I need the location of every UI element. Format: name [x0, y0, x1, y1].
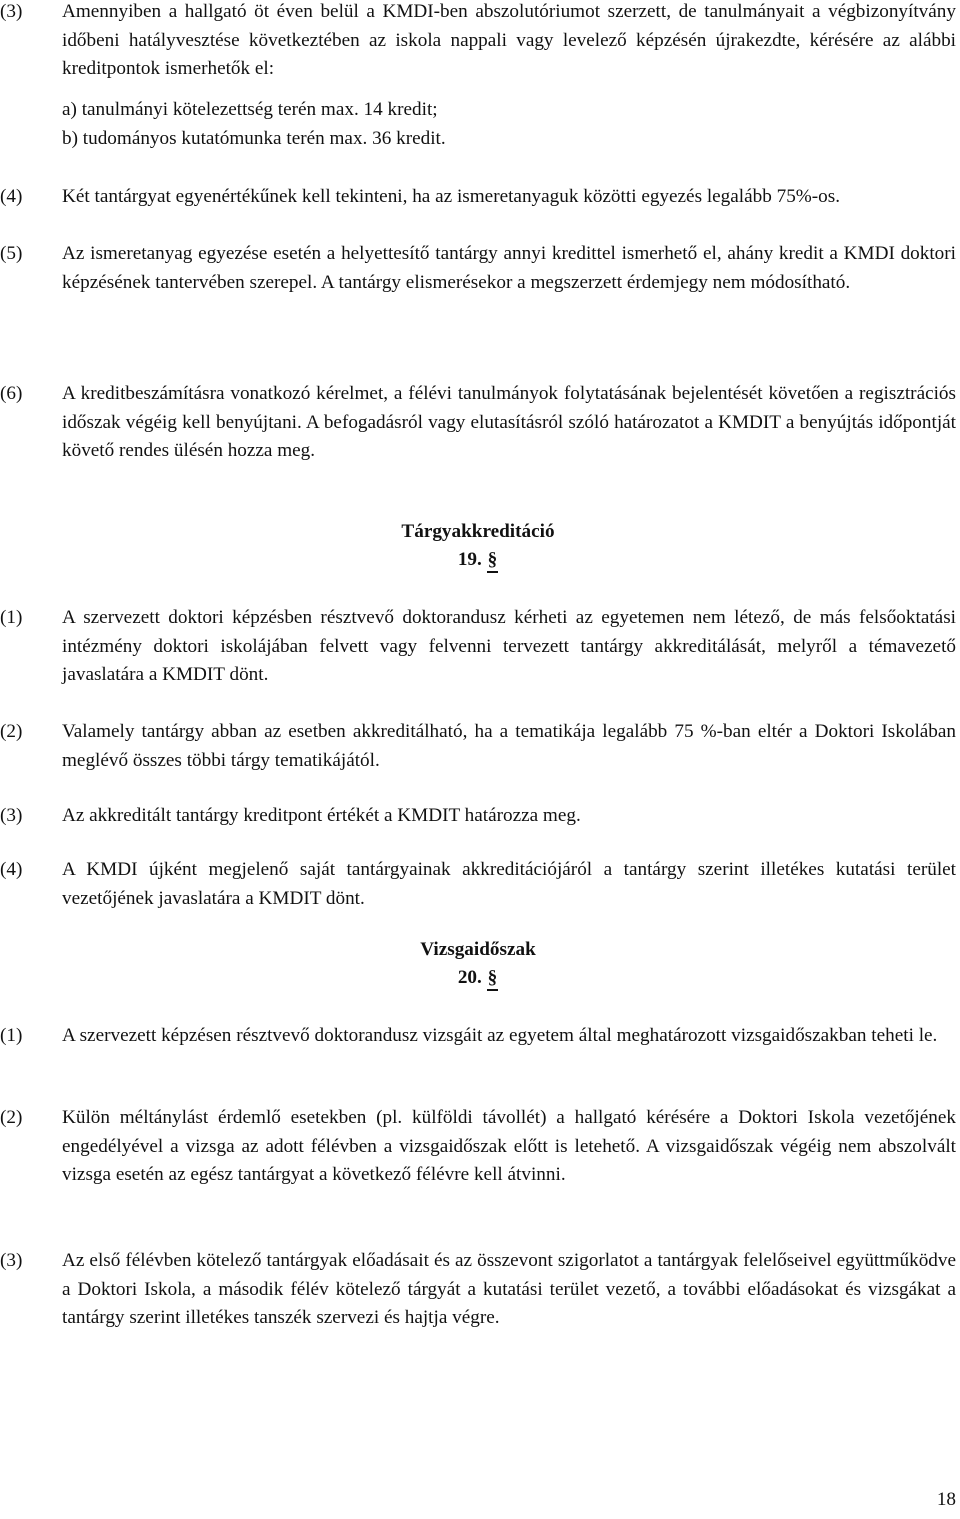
- section-number: 19. §: [0, 546, 956, 575]
- paragraph-number: (3): [0, 1250, 23, 1271]
- page-number: 18: [936, 1489, 956, 1510]
- paragraph-1-accreditation-request: [0, 604, 956, 690]
- paragraph-text: A kreditbeszámításra vonatkozó kérelmet, a félévi tanulmányok folytatásának bejelentését követően a regisztrációs időszak végéig kell benyújtani. A befogadásról vagy elutasításról szóló határozatot a KMDIT a benyújtás időpontját követő rendes ülésén hozza meg.: [62, 383, 956, 462]
- section-number: 20. §: [0, 964, 956, 993]
- paragraph-number: (2): [0, 1107, 23, 1128]
- paragraph-3-credit-value: [0, 802, 956, 831]
- paragraph-number: (5): [0, 243, 23, 264]
- paragraph-text: Valamely tantárgy abban az esetben akkreditálható, ha a tematikája legalább 75 %-ban eltér a Doktori Iskolában meglévő összes többi tárgy tematikájától.: [62, 721, 956, 771]
- paragraph-3-first-semester: [0, 1247, 956, 1333]
- paragraph-2-accreditation-condition: [0, 718, 956, 775]
- paragraph-number: (4): [0, 186, 23, 207]
- paragraph-2-early-exam: [0, 1104, 956, 1190]
- paragraph-text: A KMDI újként megjelenő saját tantárgyainak akkreditációjáról a tantárgy szerint illetékes kutatási terület vezetőjének javaslatára a KMDIT dönt.: [62, 859, 956, 909]
- section-sign: §: [487, 967, 499, 991]
- paragraph-text: Külön méltánylást érdemlő esetekben (pl. külföldi távollét) a hallgató kérésére a Doktori Iskola vezetőjének engedélyével a vizsga az adott félévben a vizsgaidőszak előtt is letehető. A vizsgaidőszak végéig nem abszolvált vizsga esetén az egész tantárgyat a következő félévre kell átvinni.: [62, 1107, 956, 1186]
- paragraph-number: (3): [0, 1, 23, 22]
- paragraph-number: (1): [0, 1025, 23, 1046]
- paragraph-number: (6): [0, 383, 23, 404]
- section-title: Tárgyakkreditáció: [401, 521, 555, 542]
- paragraph-number: (1): [0, 607, 23, 628]
- paragraph-4-equivalence: [0, 183, 956, 212]
- paragraph-text: A szervezett képzésen résztvevő doktorandusz vizsgáit az egyetem által meghatározott vizsgaidőszakban teheti le.: [62, 1025, 938, 1046]
- paragraph-text: Amennyiben a hallgató öt éven belül a KMDI-ben abszolutóriumot szerzett, de tanulmányait a végbizonyítvány időbeni hatályvesztése következtében az iskola nappali vagy levelező képzésén újrakezdte, kérésére az alábbi kreditpontok ismerhetők el:: [62, 1, 956, 80]
- paragraph-text: Az akkreditált tantárgy kreditpont értékét a KMDIT határozza meg.: [62, 805, 581, 826]
- list-item-a: a) tanulmányi kötelezettség terén max. 14 kredit;: [62, 99, 438, 120]
- paragraph-text: A szervezett doktori képzésben résztvevő doktorandusz kérheti az egyetemen nem létező, de más felsőoktatási intézmény doktori iskolájában felvett vagy felvenni tervezett tantárgy akkreditálását, melyről a témavezető javaslatára a KMDIT dönt.: [62, 607, 956, 686]
- paragraph-4-new-courses: [0, 856, 956, 913]
- paragraph-3-kmdi-restart: [0, 0, 956, 84]
- paragraph-text: Két tantárgyat egyenértékűnek kell tekinteni, ha az ismeretanyaguk közötti egyezés legalább 75%-os.: [62, 186, 841, 207]
- paragraph-text: Az ismeretanyag egyezése esetén a helyettesítő tantárgy annyi kredittel ismerhető el, ahány kredit a KMDI doktori képzésének tantervében szerepel. A tantárgy elismerésekor a megszerzett érdemjegy nem módosítható.: [62, 243, 956, 293]
- paragraph-1-exam-period: [0, 1022, 956, 1051]
- paragraph-text: Az első félévben kötelező tantárgyak előadásait és az összevont szigorlatot a tantárgyak felelőseivel együttműködve a Doktori Iskola, a második félév kötelező tárgyát a kutatási terület vezető, a további előadásokat és vizsgákat a tantárgy szerint illetékes tanszék szervezi és hajtja végre.: [62, 1250, 956, 1329]
- paragraph-6-application: [0, 380, 956, 466]
- section-sign: §: [487, 549, 499, 573]
- list-item-b: b) tudományos kutatómunka terén max. 36 kredit.: [62, 128, 446, 149]
- paragraph-number: (3): [0, 805, 23, 826]
- paragraph-number: (2): [0, 721, 23, 742]
- paragraph-5-credit-recognition: [0, 240, 956, 297]
- section-title: Vizsgaidőszak: [420, 939, 536, 960]
- paragraph-number: (4): [0, 859, 23, 880]
